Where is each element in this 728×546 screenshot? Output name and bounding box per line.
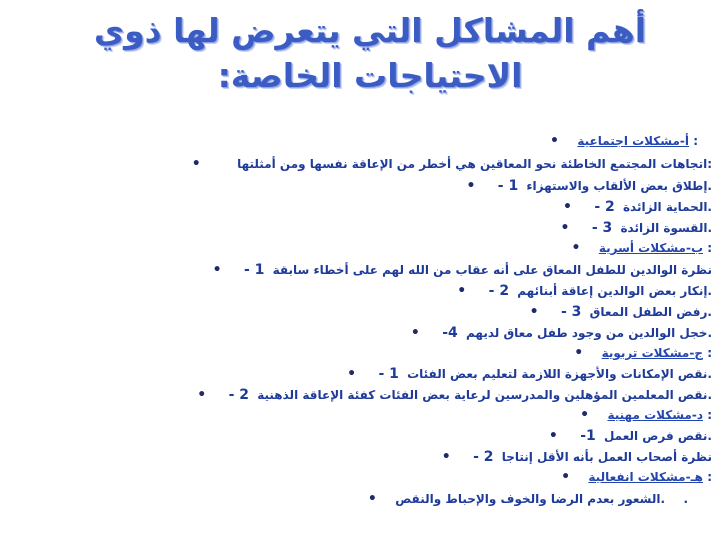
section-a-heading xyxy=(550,131,698,151)
list-item-d2-text: نظرة أصحاب العمل بأنه الأقل إنتاجا xyxy=(501,450,712,464)
bullet-icon: • xyxy=(574,345,584,361)
section-e-heading xyxy=(561,467,712,487)
list-item-e1 xyxy=(368,489,688,509)
section-b-title: ب-مشكلات أسرية xyxy=(598,241,703,255)
bullet-icon: • xyxy=(191,156,201,172)
bullet-icon: • xyxy=(367,491,377,507)
section-e-title: هـ-مشكلات انفعالية xyxy=(588,470,703,484)
list-item-b1-text: نظرة الوالدين للطفل المعاق على أنه عقاب من الله لهم على أخطاء سابقة xyxy=(272,263,712,277)
section-a-title: أ-مشكلات اجتماعية xyxy=(577,134,689,148)
list-item-d2-number: 2 - xyxy=(473,449,494,465)
section-d-title: د-مشكلات مهنية xyxy=(607,408,703,422)
list-item-b4-number: 4- xyxy=(442,325,458,341)
section-b-heading xyxy=(572,238,713,258)
list-item-a1-text: .إطلاق بعض الألقاب والاستهزاء xyxy=(526,179,712,193)
list-item-d1-number: 1- xyxy=(580,428,596,444)
section-c-title: ج-مشكلات تربوية xyxy=(601,346,703,360)
section-b-colon: : xyxy=(707,241,712,255)
list-item-a2 xyxy=(563,197,712,217)
list-item-a3-text: .القسوة الزائدة xyxy=(620,221,712,235)
bullet-icon: • xyxy=(441,449,451,465)
bullet-icon: • xyxy=(580,407,590,423)
list-item-c2-number: 2 - xyxy=(228,387,250,403)
bullet-icon: • xyxy=(212,262,222,278)
list-item-b1 xyxy=(213,260,712,280)
list-item-b4-text: .خجل الوالدين من وجود طفل معاق لديهم xyxy=(465,326,712,340)
list-item-d2 xyxy=(442,447,712,467)
slide-title-line-2: الاحتياجات الخاصة: xyxy=(217,56,523,95)
bullet-icon: • xyxy=(562,199,572,215)
list-item-a3 xyxy=(561,218,712,238)
list-item-a2-text: .الحماية الزائدة xyxy=(622,200,712,214)
section-d-heading xyxy=(580,405,712,425)
list-item-c1-number: 1 - xyxy=(378,366,399,382)
bullet-icon: • xyxy=(548,428,558,444)
bullet-icon: • xyxy=(347,366,357,382)
list-item-b2-number: 2 - xyxy=(488,283,510,299)
section-a-intro-text: :اتجاهات المجتمع الخاطئة نحو المعاقين هي أخطر من الإعاقة نفسها ومن أمثلتها xyxy=(237,157,712,171)
bullet-icon: • xyxy=(550,133,559,149)
bullet-icon: • xyxy=(561,469,571,485)
section-c-heading xyxy=(574,343,712,363)
slide-title-line-1: أهم المشاكل التي يتعرض لها ذوي xyxy=(93,11,647,50)
list-item-b2-text: .إنكار بعض الوالدين إعاقة أبنائهم xyxy=(517,284,712,298)
list-item-e1-suffix: . xyxy=(683,492,688,506)
section-c-colon: : xyxy=(707,346,712,360)
list-item-c1 xyxy=(347,364,712,384)
list-item-d1 xyxy=(549,426,712,446)
list-item-a3-number: 3 - xyxy=(591,220,613,236)
list-item-c2-text: .نقص المعلمين المؤهلين والمدرسين لرعاية بعض الفئات كفئة الإعاقة الذهنية xyxy=(257,388,712,402)
list-item-e1-text: .الشعور بعدم الرضا والخوف والإحباط والنقص xyxy=(395,492,666,506)
section-a-intro xyxy=(192,154,712,174)
section-a-colon: : xyxy=(693,134,698,148)
list-item-d1-text: .نقص فرص العمل xyxy=(603,429,712,443)
list-item-c2 xyxy=(197,385,712,405)
bullet-icon: • xyxy=(410,325,420,341)
bullet-icon: • xyxy=(571,240,581,256)
list-item-c1-text: .نقص الإمكانات والأجهزة اللازمة لتعليم بعض الفئات xyxy=(407,367,712,381)
list-item-b3 xyxy=(530,302,712,322)
list-item-b3-number: 3 - xyxy=(560,304,582,320)
bullet-icon: • xyxy=(466,178,476,194)
bullet-icon: • xyxy=(529,304,539,320)
list-item-a1-number: 1 - xyxy=(497,178,519,194)
section-d-colon: : xyxy=(707,408,712,422)
bullet-icon: • xyxy=(560,220,570,236)
bullet-icon: • xyxy=(197,387,207,403)
list-item-b1-number: 1 - xyxy=(243,262,265,278)
list-item-b2 xyxy=(457,281,712,301)
list-item-b3-text: .رفض الطفل المعاق xyxy=(589,305,712,319)
list-item-a1 xyxy=(466,176,712,196)
list-item-a2-number: 2 - xyxy=(594,199,615,215)
section-e-colon: : xyxy=(707,470,712,484)
bullet-icon: • xyxy=(457,283,467,299)
list-item-b4 xyxy=(411,323,712,343)
